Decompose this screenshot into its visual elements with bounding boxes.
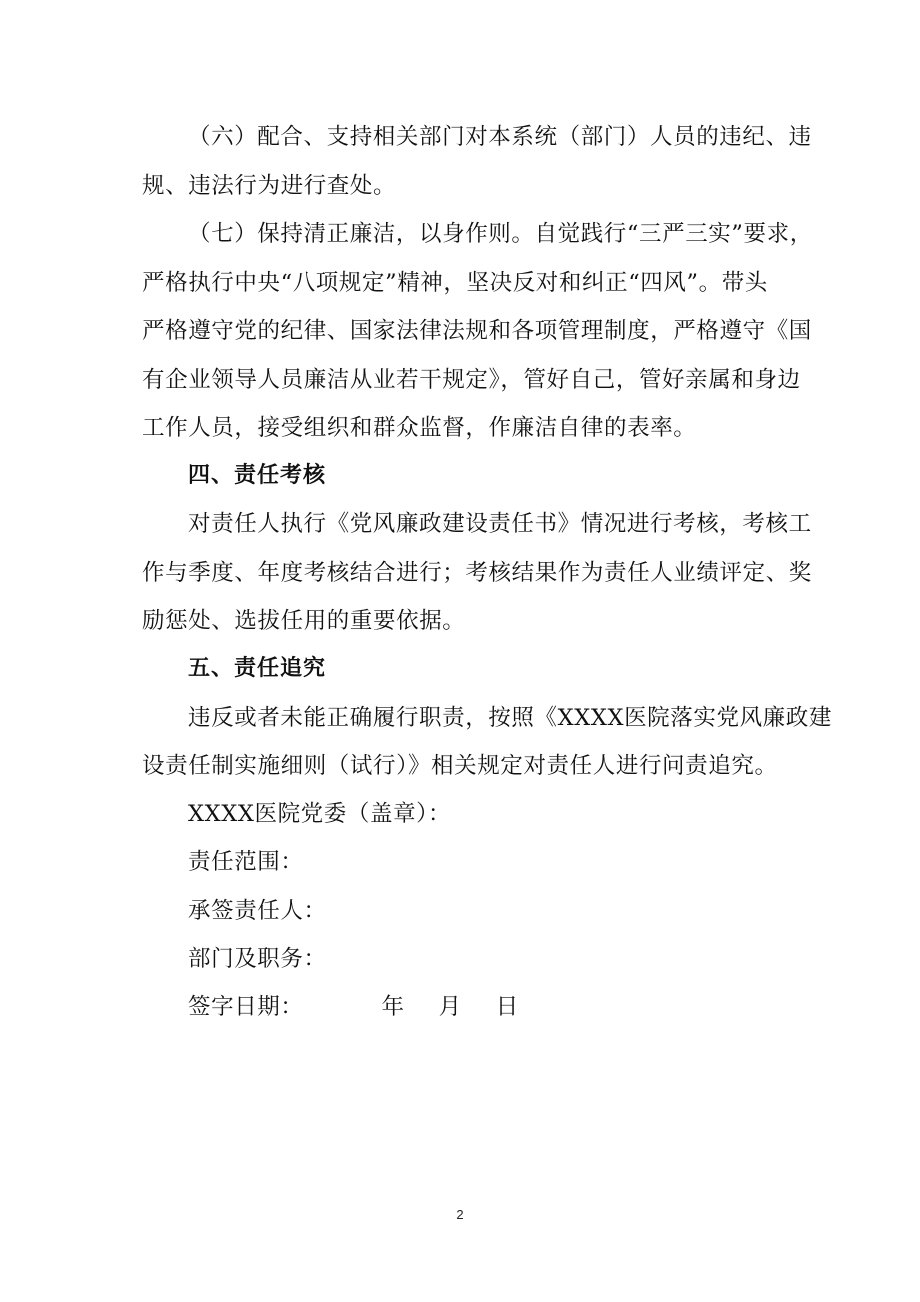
paragraph-line: 设责任制实施细则（试行）》相关规定对责任人进行问责追究。 (142, 753, 778, 779)
section-heading-responsibility-assessment: 四、责任考核 (188, 463, 327, 488)
month-label: 月 (438, 994, 462, 1020)
sign-date-row (188, 992, 828, 1022)
signer-field: 承签责任人： (188, 898, 327, 924)
paragraph-line: （六）配合、支持相关部门对本系统（部门）人员的违纪、违 (188, 124, 812, 150)
page-number: 2 (456, 1207, 464, 1222)
year-label: 年 (381, 994, 405, 1020)
paragraph-line: 违反或者未能正确履行职责，按照《XXXX医院落实党风廉政建 (188, 705, 832, 731)
paragraph-line: （七）保持清正廉洁，以身作则。自觉践行“三严三实”要求， (188, 221, 813, 247)
sign-date-label: 签字日期： (188, 994, 304, 1020)
paragraph-line: 作与季度、年度考核结合进行；考核结果作为责任人业绩评定、奖 (142, 560, 812, 586)
paragraph-line: 有企业领导人员廉洁从业若干规定》，管好自己，管好亲属和身边 (142, 367, 801, 393)
day-label: 日 (495, 994, 519, 1020)
paragraph-line: 励惩处、选拔任用的重要依据。 (142, 608, 466, 634)
paragraph-line: 严格执行中央“八项规定”精神，坚决反对和纠正“四风”。带头 (142, 270, 768, 296)
party-committee-seal-line: XXXX医院党委（盖章）： (188, 801, 452, 827)
department-position-field: 部门及职务： (188, 946, 327, 972)
section-heading-accountability: 五、责任追究 (188, 656, 327, 681)
paragraph-line: 严格遵守党的纪律、国家法律法规和各项管理制度，严格遵守《国 (142, 318, 812, 344)
responsibility-scope-field: 责任范围： (188, 849, 304, 875)
paragraph-line: 规、违法行为进行查处。 (142, 173, 397, 199)
paragraph-line: 工作人员，接受组织和群众监督，作廉洁自律的表率。 (142, 415, 697, 441)
paragraph-line: 对责任人执行《党风廉政建设责任书》情况进行考核，考核工 (188, 511, 812, 537)
